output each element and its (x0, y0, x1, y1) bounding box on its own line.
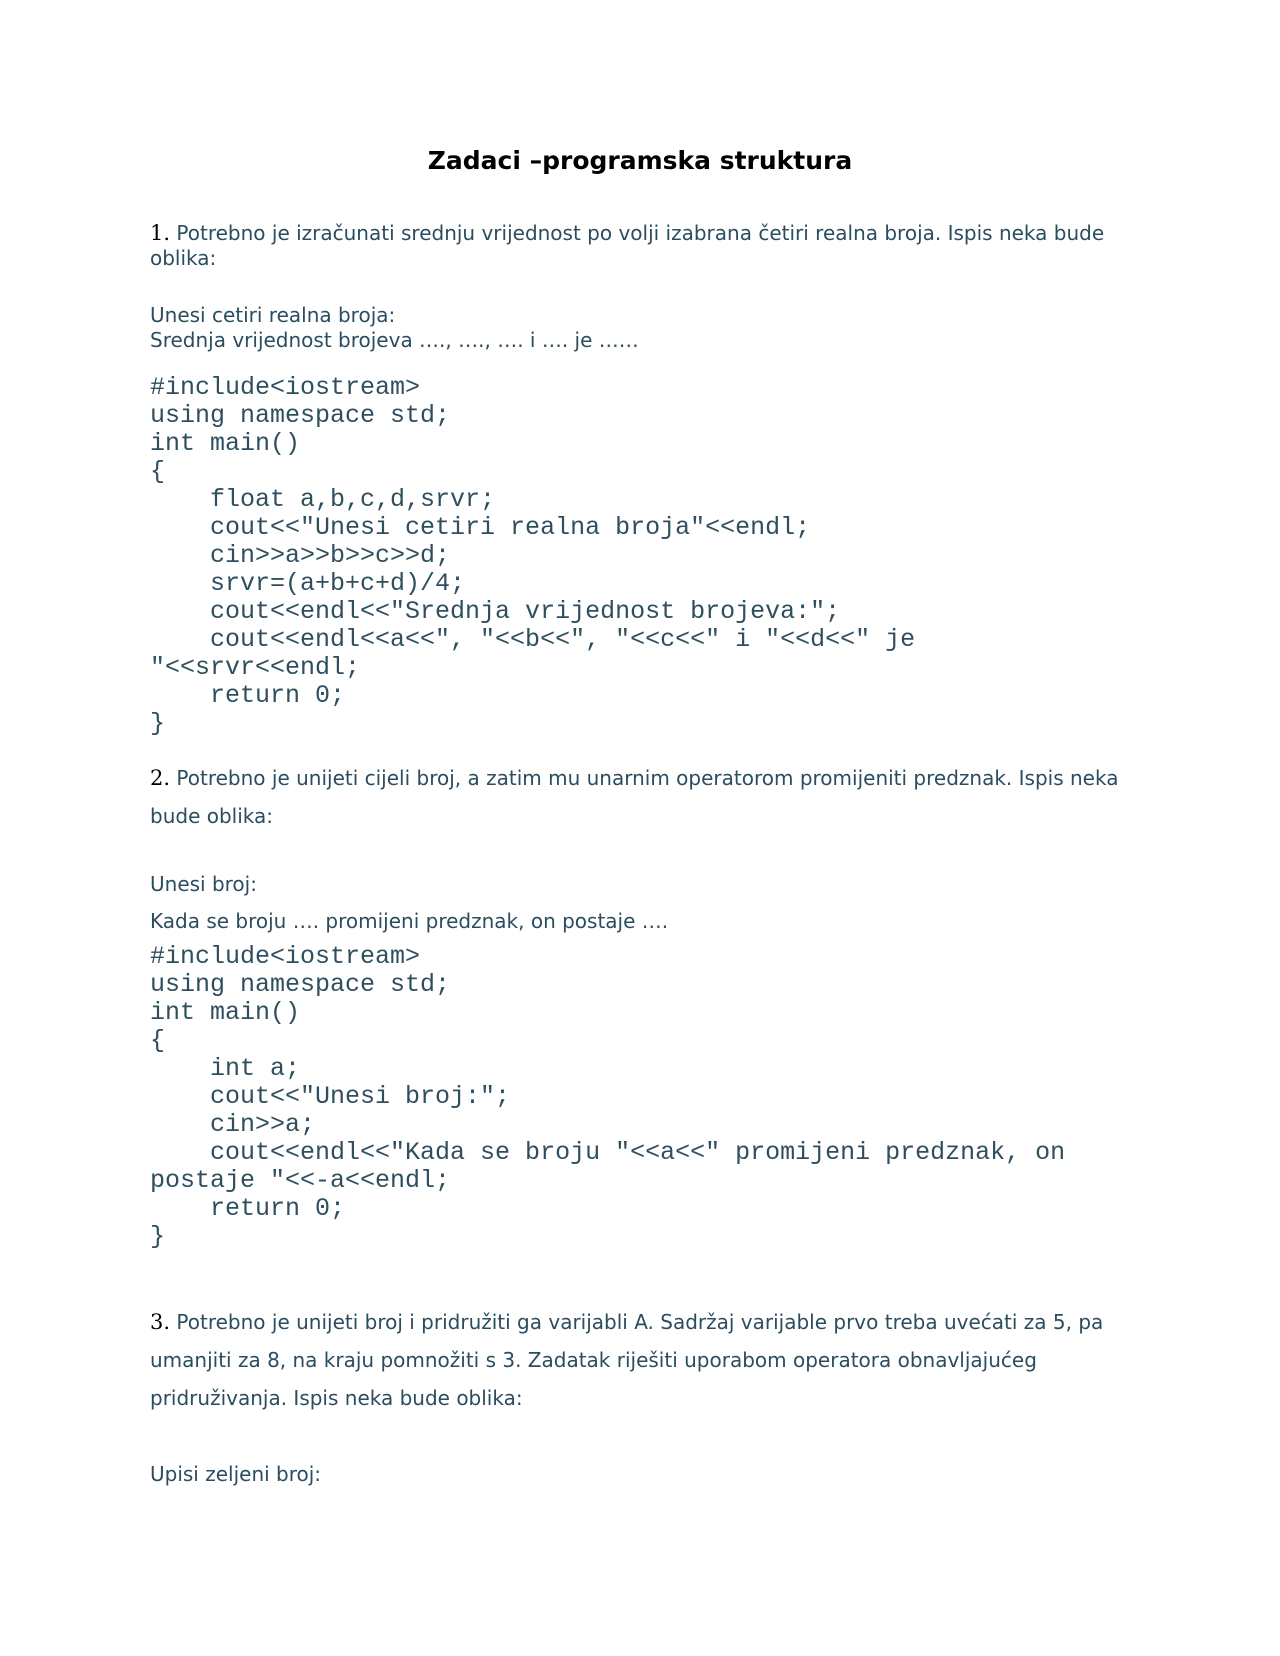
task-3-output-line-1: Upisi zeljeni broj: (150, 1462, 322, 1486)
task-2-output-line-2: Kada se broju …. promijeni predznak, on postaje …. (150, 909, 669, 933)
task-2-output-line-1: Unesi broj: (150, 872, 257, 896)
task-2-number: 2. (150, 766, 171, 790)
task-1-number: 1. (150, 221, 171, 245)
task-2-statement (150, 759, 1130, 835)
document-title: Zadaci –programska struktura (427, 146, 853, 175)
task-3-statement (150, 1303, 1130, 1417)
task-1-output-line-1: Unesi cetiri realna broja: (150, 303, 396, 327)
task-1-text: Potrebno je izračunati srednju vrijednost po volji izabrana četiri realna broja. Ispis neka bude oblika: (150, 221, 1105, 270)
task-2-code: #include<iostream> using namespace std; int main() { int a; cout<<"Unesi broj:"; cin>>a; cout<<endl<<"Kada se broju "<<a<<" promijeni predznak, on postaje "<<-a<<endl; return 0; } (150, 942, 1066, 1251)
task-2-text: Potrebno je unijeti cijeli broj, a zatim mu unarnim operatorom promijeniti predznak. Ispis neka bude oblika: (150, 766, 1119, 828)
task-3-number: 3. (150, 1310, 171, 1334)
task-1-output-line-2: Srednja vrijednost brojeva …., …., …. i …. je …… (150, 328, 639, 352)
task-1-statement (150, 221, 1130, 271)
task-1-code: #include<iostream> using namespace std; int main() { float a,b,c,d,srvr; cout<<"Unesi cetiri realna broja"<<endl; cin>>a>>b>>c>>d; srvr=(a+b+c+d)/4; cout<<endl<<"Srednja vrijednost brojeva:"; cout<<endl<<a<<", "<<b<<", "<<c<<" i "<<d<<" je "<<srvr<<endl; return 0; } (150, 373, 916, 738)
task-3-text: Potrebno je unijeti broj i pridružiti ga varijabli A. Sadržaj varijable prvo treba uvećati za 5, pa umanjiti za 8, na kraju pomnožiti s 3. Zadatak riješiti uporabom operatora obnavljajućeg pridruživanja. Ispis neka bude oblika: (150, 1310, 1104, 1410)
